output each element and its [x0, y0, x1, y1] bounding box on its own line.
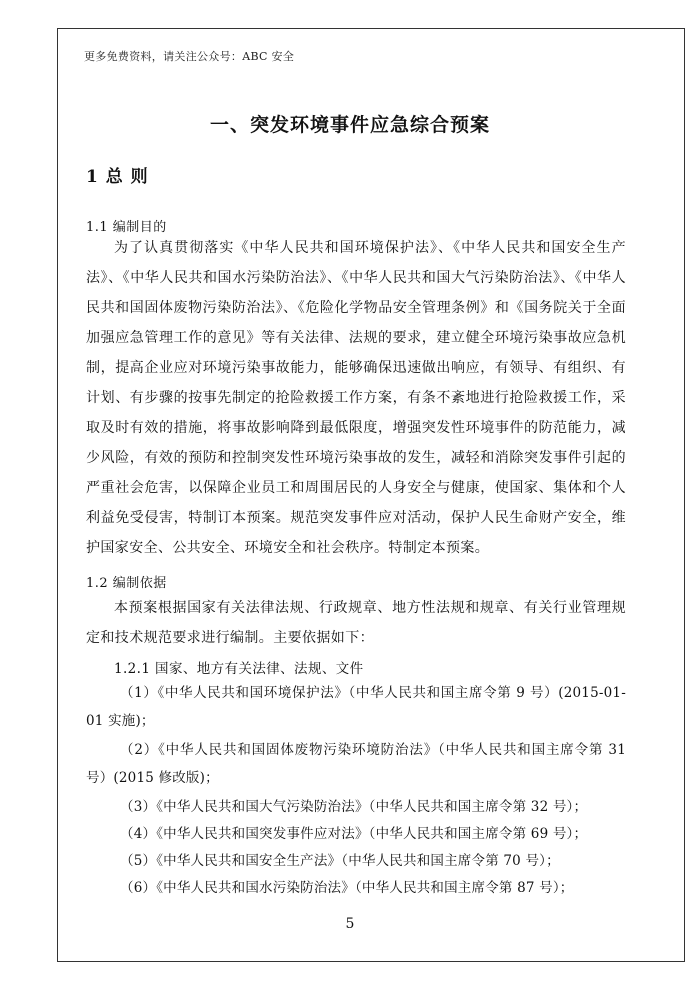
- page-number: 5: [345, 916, 355, 932]
- purpose-paragraph: 为了认真贯彻落实《中华人民共和国环境保护法》、《中华人民共和国安全生产法》、《中华人民共和国水污染防治法》、《中华人民共和国大气污染防治法》、《中华人民共和国固体废物污染防治法》、《危险化学物品安全管理条例》和《国务院关于全面加强应急管理工作的意见》等有关法律、法规的要求，建立健全环境污染事故应急机制，提高企业应对环境污染事故能力，能够确保迅速做出响应，有领导、有组织、有计划、有步骤的按事先制定的抢险救援工作方案，有条不紊地进行抢险救援工作，采取及时有效的措施，将事故影响降到最低限度，增强突发性环境事件的防范能力，减少风险，有效的预防和控制突发性环境污染事故的发生，减轻和消除突发事件引起的严重社会危害，以保障企业员工和周围居民的人身安全与健康，使国家、集体和个人利益免受侵害，特制订本预案。规范突发事件应对活动，保护人民生命财产安全，维护国家安全、公共安全、环境安全和社会秩序。特制定本预案。: [86, 240, 626, 556]
- reference-item: （5）《中华人民共和国安全生产法》（中华人民共和国主席令第 70 号）；: [120, 853, 560, 869]
- chapter-title: 1 总 则: [86, 167, 149, 187]
- reference-item: （2）《中华人民共和国固体废物污染环境防治法》（中华人民共和国主席令第 31 号）(2015 修改版)；: [86, 742, 626, 786]
- reference-item: （3）《中华人民共和国大气污染防治法》（中华人民共和国主席令第 32 号）；: [120, 799, 588, 815]
- basis-paragraph: 本预案根据国家有关法律法规、行政规章、地方性法规和规章、有关行业管理规定和技术规范要求进行编制。主要依据如下：: [86, 600, 626, 646]
- header-note: 更多免费资料，请关注公众号：ABC 安全: [84, 50, 295, 63]
- reference-item: （6）《中华人民共和国水污染防治法》（中华人民共和国主席令第 87 号）；: [120, 880, 574, 896]
- document-title: 一、突发环境事件应急综合预案: [209, 114, 490, 136]
- subsection-heading-1-2-1: 1.2.1 国家、地方有关法律、法规、文件: [114, 661, 364, 677]
- reference-item: （1）《中华人民共和国环境保护法》（中华人民共和国主席令第 9 号）(2015-01-01 实施)；: [86, 685, 626, 729]
- section-heading-1-1: 1.1 编制目的: [86, 220, 167, 235]
- reference-item: （4）《中华人民共和国突发事件应对法》（中华人民共和国主席令第 69 号）；: [120, 826, 588, 842]
- section-heading-1-2: 1.2 编制依据: [86, 576, 167, 591]
